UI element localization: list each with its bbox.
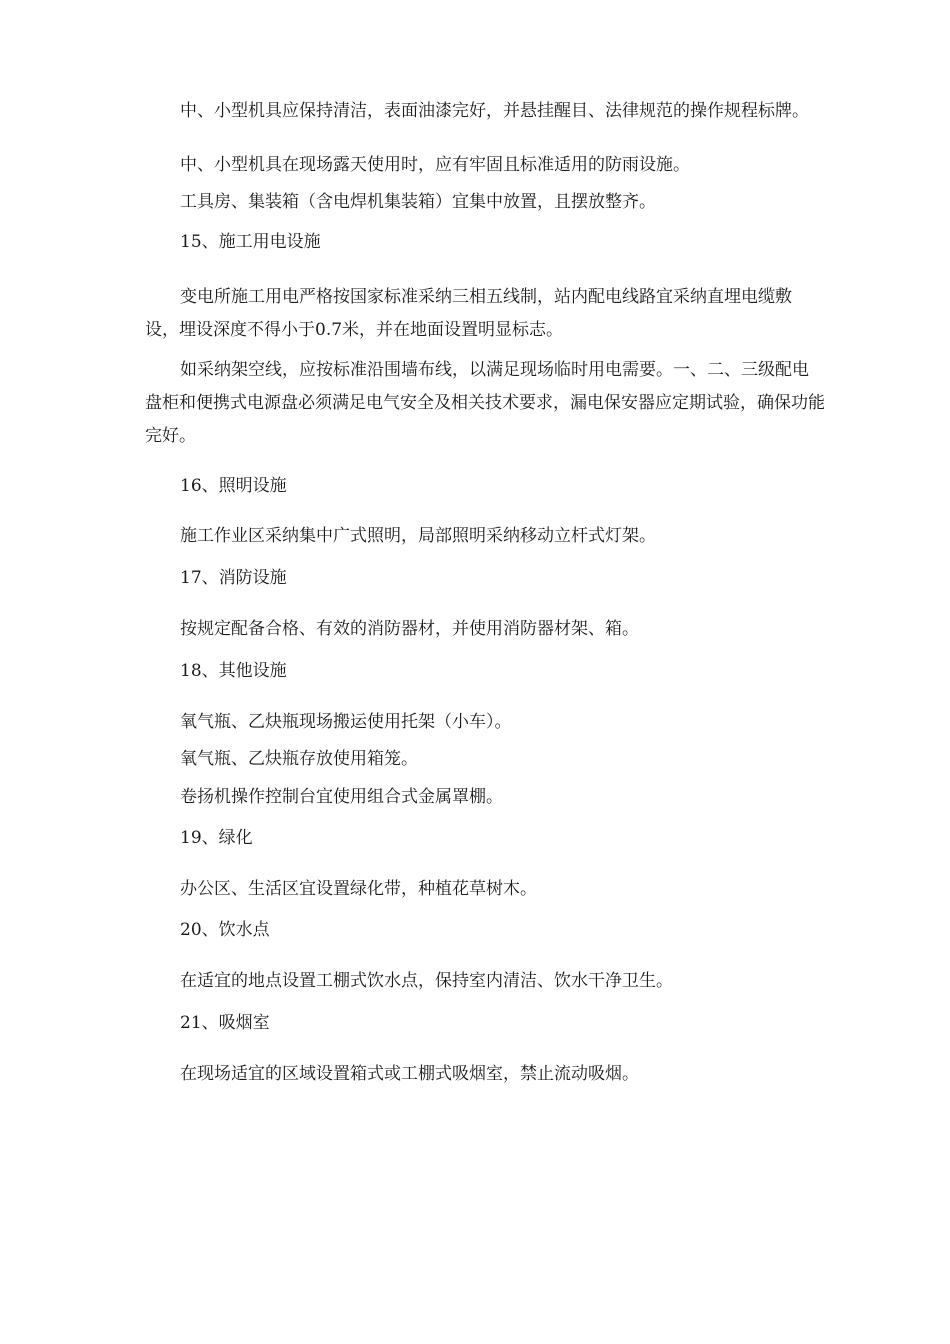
paragraph-cylinder-storage: 氧气瓶、乙炔瓶存放使用箱笼。 xyxy=(180,749,418,769)
paragraph-tool-room: 工具房、集装箱（含电焊机集装箱）宜集中放置，且摆放整齐。 xyxy=(180,192,656,212)
paragraph-rain-protection: 中、小型机具在现场露天使用时，应有牢固且标准适用的防雨设施。 xyxy=(180,155,690,175)
heading-16-lighting: 16、照明设施 xyxy=(180,476,287,496)
heading-21-smoking-room: 21、吸烟室 xyxy=(180,1013,270,1033)
heading-19-greening: 19、绿化 xyxy=(180,828,253,848)
heading-15-power-facilities: 15、施工用电设施 xyxy=(180,232,321,252)
paragraph-greening: 办公区、生活区宜设置绿化带，种植花草树木。 xyxy=(180,879,537,899)
paragraph-three-phase-five-wire: 变电所施工用电严格按国家标准采纳三相五线制，站内配电线路宜采纳直埋电缆敷设，埋设深度不得小于0.7米，并在地面设置明显标志。 xyxy=(145,287,792,340)
paragraph-lighting: 施工作业区采纳集中广式照明，局部照明采纳移动立杆式灯架。 xyxy=(180,526,656,546)
paragraph-drinking-water: 在适宜的地点设置工棚式饮水点，保持室内清洁、饮水干净卫生。 xyxy=(180,971,673,991)
paragraph-cylinder-transport: 氧气瓶、乙炔瓶现场搬运使用托架（小车）。 xyxy=(180,712,512,732)
heading-20-drinking-water: 20、饮水点 xyxy=(180,920,270,940)
paragraph-overhead-lines: 如采纳架空线，应按标准沿围墙布线，以满足现场临时用电需要。一、二、三级配电盘柜和便携式电源盘必须满足电气安全及相关技术要求，漏电保安器应定期试验，确保功能完好。 xyxy=(145,360,825,446)
heading-17-fire-protection: 17、消防设施 xyxy=(180,568,287,588)
paragraph-machinery-cleanliness: 中、小型机具应保持清洁，表面油漆完好，并悬挂醒目、法律规范的操作规程标牌。 xyxy=(180,101,809,121)
paragraph-winch-console: 卷扬机操作控制台宜使用组合式金属罩棚。 xyxy=(180,787,503,807)
paragraph-smoking-room: 在现场适宜的区域设置箱式或工棚式吸烟室，禁止流动吸烟。 xyxy=(180,1064,639,1084)
heading-18-other-facilities: 18、其他设施 xyxy=(180,661,287,681)
paragraph-fire-equipment: 按规定配备合格、有效的消防器材，并使用消防器材架、箱。 xyxy=(180,619,639,639)
